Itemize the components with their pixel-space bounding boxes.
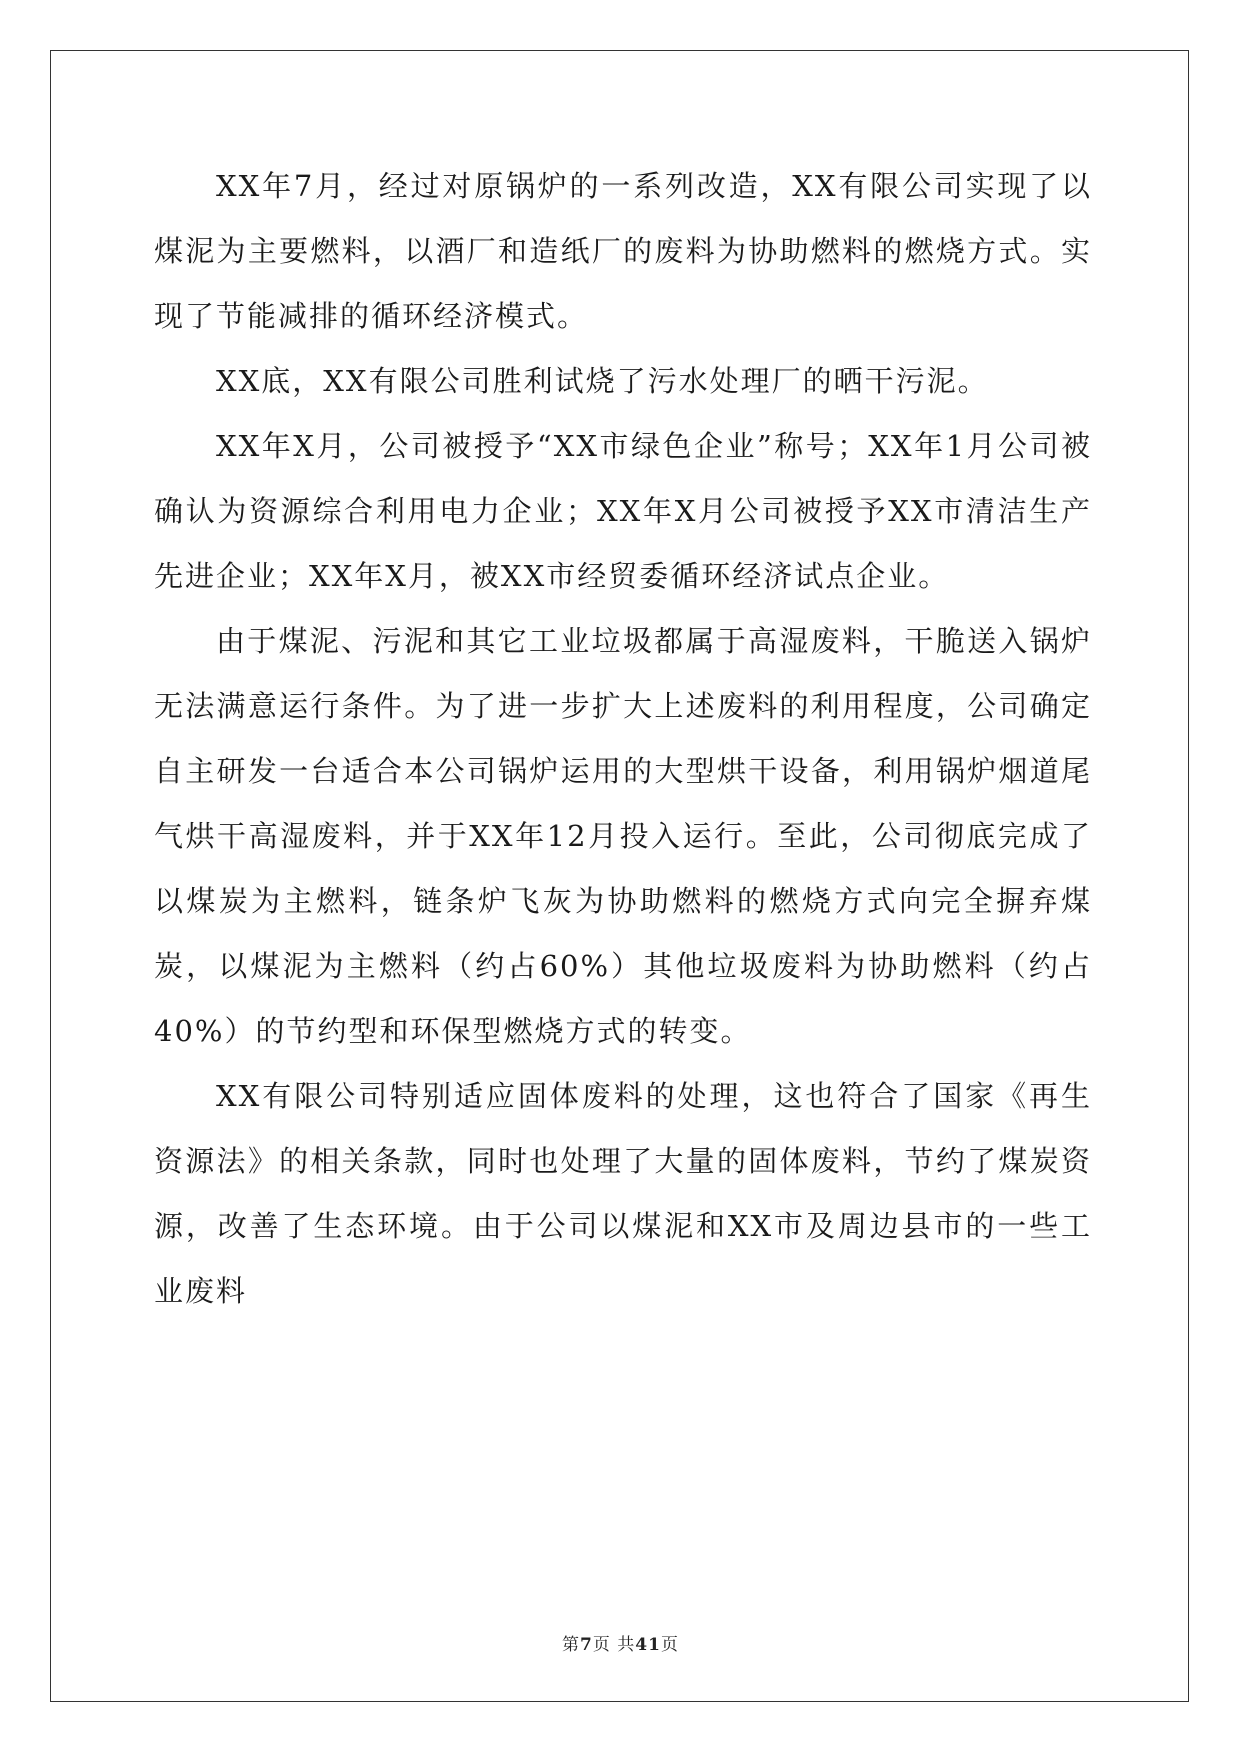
page-footer bbox=[0, 1630, 1241, 1655]
paragraph-2: XX底，XX有限公司胜利试烧了污水处理厂的晒干污泥。 bbox=[216, 364, 989, 398]
footer-middle: 页 共 bbox=[592, 1635, 636, 1655]
footer-prefix: 第 bbox=[562, 1635, 581, 1655]
paragraph-1: XX年7月，经过对原锅炉的一系列改造，XX有限公司实现了以煤泥为主要燃料，以酒厂和造纸厂的废料为协助燃料的燃烧方式。实现了节能减排的循环经济模式。 bbox=[154, 169, 1092, 333]
footer-page-number: 7 bbox=[580, 1635, 593, 1655]
footer-total-pages: 41 bbox=[635, 1635, 661, 1655]
paragraph-3: XX年X月，公司被授予“XX市绿色企业”称号；XX年1月公司被确认为资源综合利用电力企业；XX年X月公司被授予XX市清洁生产先进企业；XX年X月，被XX市经贸委循环经济试点企业。 bbox=[154, 429, 1092, 593]
document-body bbox=[154, 154, 1092, 1324]
footer-suffix: 页 bbox=[660, 1635, 679, 1655]
paragraph-4: 由于煤泥、污泥和其它工业垃圾都属于高湿废料，干脆送入锅炉无法满意运行条件。为了进一步扩大上述废料的利用程度，公司确定自主研发一台适合本公司锅炉运用的大型烘干设备，利用锅炉烟道尾气烘干高湿废料，并于XX年12月投入运行。至此，公司彻底完成了以煤炭为主燃料，链条炉飞灰为协助燃料的燃烧方式向完全摒弃煤炭，以煤泥为主燃料（约占60%）其他垃圾废料为协助燃料（约占40%）的节约型和环保型燃烧方式的转变。 bbox=[154, 624, 1092, 1048]
paragraph-5: XX有限公司特别适应固体废料的处理，这也符合了国家《再生资源法》的相关条款，同时也处理了大量的固体废料，节约了煤炭资源，改善了生态环境。由于公司以煤泥和XX市及周边县市的一些工业废料 bbox=[154, 1079, 1092, 1308]
